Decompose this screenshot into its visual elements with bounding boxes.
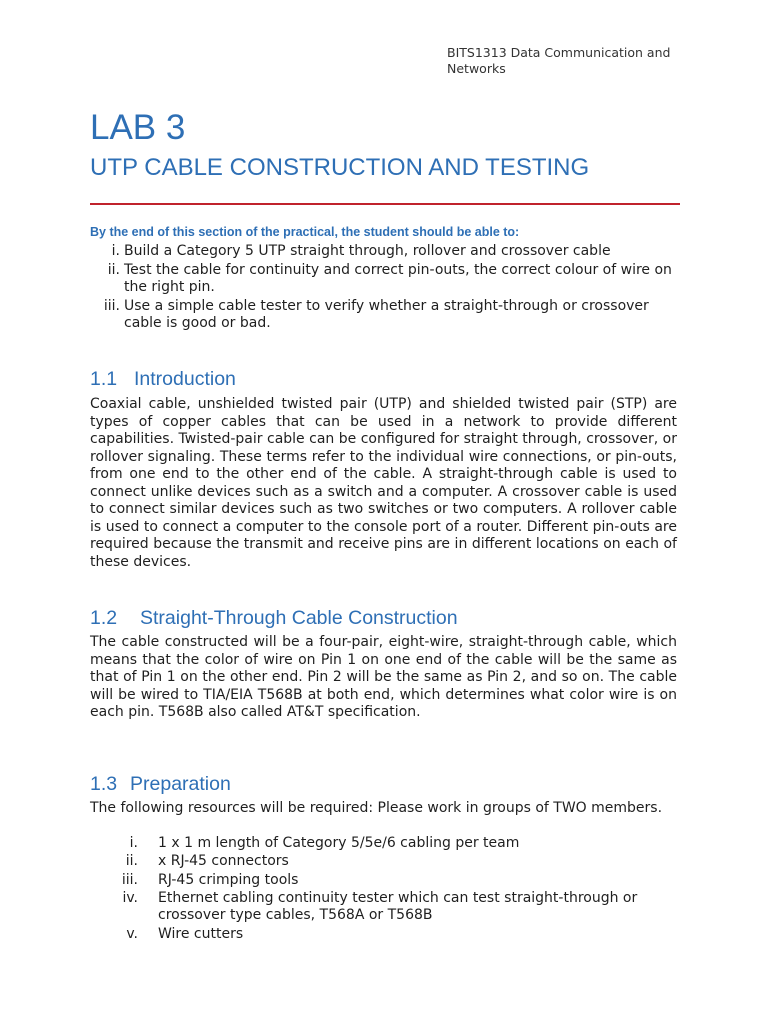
list-item-text: Ethernet cabling continuity tester which can test straight-through or crossover type cables, T568A or T568B <box>158 890 638 924</box>
course-header: BITS1313 Data Communication and Networks <box>447 45 671 76</box>
section-title: Straight-Through Cable Construction <box>140 607 458 629</box>
list-item-text: Wire cutters <box>158 925 244 942</box>
list-item-number: ii. <box>125 853 138 870</box>
list-item <box>90 243 680 261</box>
list-item <box>90 835 680 852</box>
section-title: Introduction <box>134 368 236 390</box>
section-heading-straight-through <box>90 605 458 631</box>
section-heading-preparation <box>90 771 231 797</box>
list-item-text: 1 x 1 m length of Category 5/5e/6 cabling per team <box>158 835 520 851</box>
list-item-number: iii. <box>121 871 138 888</box>
list-item-text: x RJ-45 connectors <box>158 853 289 870</box>
straight-through-paragraph: The cable constructed will be a four-pair, eight-wire, straight-through cable, which means that the color of wire on Pin 1 on one end of the cable will be the same as that of Pin 1 on the other end. Pin 2 will be the same as Pin 2, and so on. The cable will be wired to TIA/EIA T568B at both end, which determines what color wire is on each pin. T568B also called AT&T specification. <box>90 634 677 720</box>
list-item <box>90 890 680 924</box>
list-item-text: Test the cable for continuity and correct pin-outs, the correct colour of wire on the right pin. <box>124 261 672 295</box>
introduction-paragraph: Coaxial cable, unshielded twisted pair (UTP) and shielded twisted pair (STP) are types of copper cables that can be used in a network to provide different capabilities. Twisted-pair cable can be configured for straight through, crossover, or rollover signaling. These terms refer to the individual wire connections, or pin-outs, from one end to the other end of the cable. A straight-through cable is used to connect unlike devices such as a switch and a computer. A crossover cable is used to connect similar devices such as two switches or two computers. A rollover cable is used to connect a computer to the console port of a router. Different pin-outs are required because the transmit and receive pins are in different locations on each of these devices. <box>90 396 677 570</box>
title-divider <box>90 203 680 205</box>
objectives-list <box>90 243 680 334</box>
list-item-text: RJ-45 crimping tools <box>158 871 299 888</box>
lab-subtitle: UTP CABLE CONSTRUCTION AND TESTING <box>90 154 590 181</box>
preparation-paragraph: The following resources will be required: Please work in groups of TWO members. <box>90 800 663 816</box>
section-title: Preparation <box>130 773 231 795</box>
list-item <box>90 853 680 870</box>
list-item <box>90 926 680 943</box>
section-number: 1.3 <box>90 773 118 795</box>
list-item-number: ii. <box>107 261 120 278</box>
list-item <box>90 298 680 333</box>
list-item-number: v. <box>126 925 138 942</box>
list-item <box>90 872 680 889</box>
list-item-text: Build a Category 5 UTP straight through, rollover and crossover cable <box>124 243 611 259</box>
section-number: 1.2 <box>90 607 118 629</box>
lab-title: LAB 3 <box>90 108 186 147</box>
list-item <box>90 262 680 297</box>
list-item-text: Use a simple cable tester to verify whether a straight-through or crossover cable is good or bad. <box>124 297 649 331</box>
resources-list <box>90 835 680 944</box>
list-item-number: i. <box>129 835 138 851</box>
objectives-intro: By the end of this section of the practical, the student should be able to: <box>90 225 520 239</box>
section-number: 1.1 <box>90 368 118 390</box>
list-item-number: iv. <box>122 890 138 907</box>
list-item-number: iii. <box>103 297 120 314</box>
section-heading-introduction <box>90 366 236 392</box>
list-item-number: i. <box>111 243 120 259</box>
